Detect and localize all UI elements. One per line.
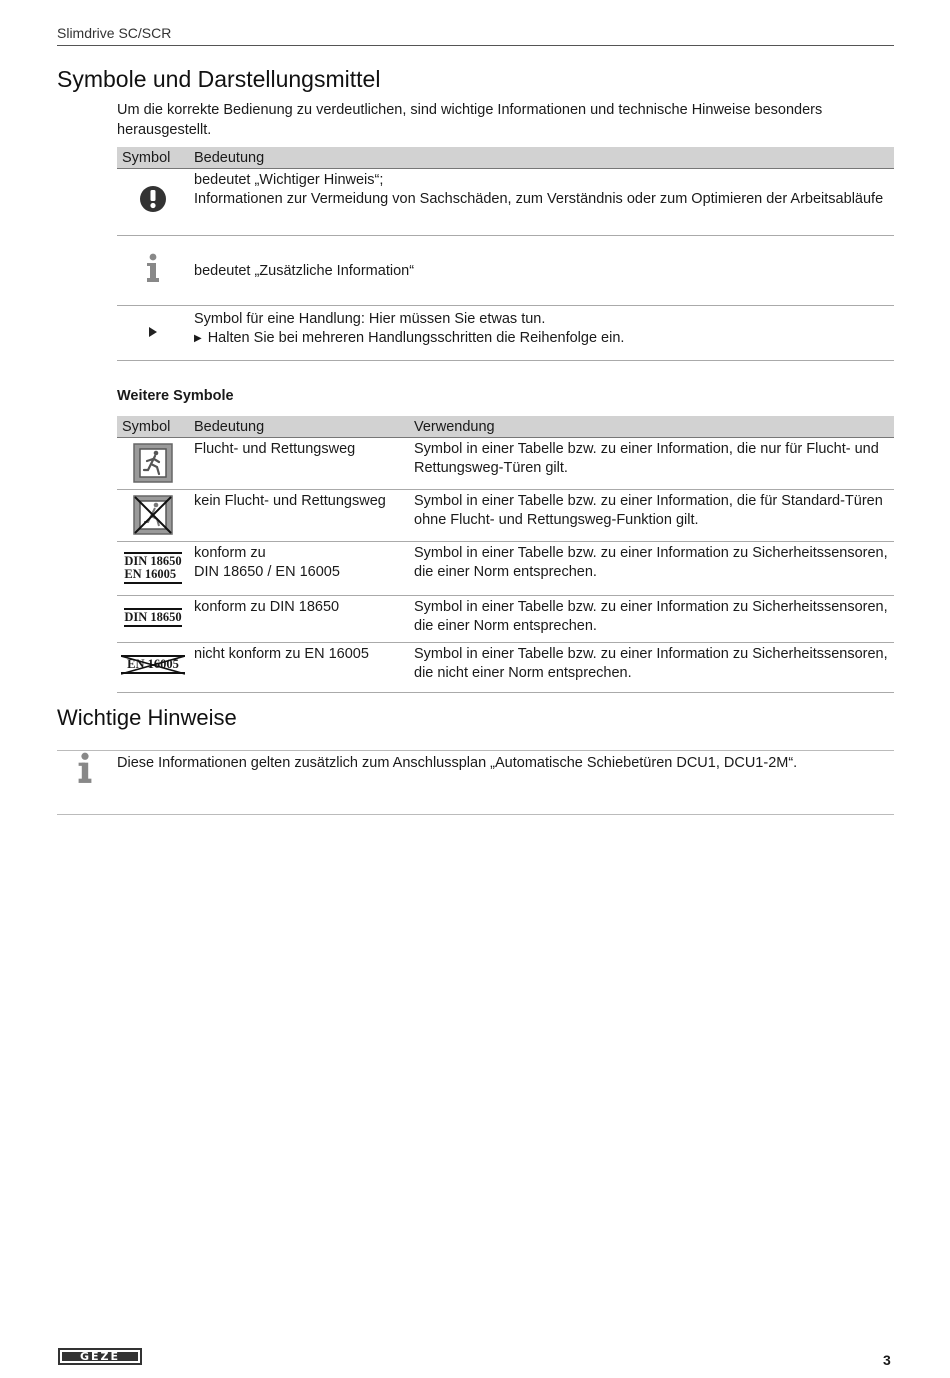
info-icon [145, 253, 161, 283]
meaning-cell [189, 306, 894, 361]
intro-paragraph: Um die korrekte Bedienung zu verdeutlichen, sind wichtige Informationen und technische Hinweise besonders herausgestellt. [117, 102, 823, 138]
din-icon [124, 608, 181, 627]
geze-logo [58, 1348, 142, 1365]
meaning-cell [189, 236, 894, 306]
symbol-cell [117, 438, 189, 490]
table-row [117, 643, 894, 693]
action-step: ▶ Halten Sie bei mehreren Handlungsschritten die Reihenfolge ein. [194, 329, 889, 349]
usage-cell: Symbol in einer Tabelle bzw. zu einer Information, die für Standard-Türen ohne Flucht- und Rettungsweg-Funktion gilt. [409, 490, 894, 542]
table-row [117, 306, 894, 361]
symbols-table [117, 147, 894, 361]
header-rule [57, 45, 894, 46]
meaning-cell: nicht konform zu EN 16005 [189, 643, 409, 693]
meaning-line: konform zu [194, 545, 266, 561]
table-row [117, 542, 894, 596]
logo-text: GEZE [62, 1352, 138, 1361]
column-header-meaning: Bedeutung [189, 416, 409, 438]
meaning-cell [189, 542, 409, 596]
table-row [117, 596, 894, 643]
usage-cell: Symbol in einer Tabelle bzw. zu einer Information, die nur für Flucht- und Rettungsweg-Türen gilt. [409, 438, 894, 490]
meaning-cell: konform zu DIN 18650 [189, 596, 409, 643]
action-triangle-icon [148, 327, 158, 337]
column-header-symbol: Symbol [117, 147, 189, 169]
meaning-line: bedeutet „Zusätzliche Information“ [194, 263, 415, 279]
usage-cell: Symbol in einer Tabelle bzw. zu einer Information zu Sicherheitssensoren, die nicht einer Norm entsprechen. [409, 643, 894, 693]
page-number: 3 [883, 1352, 891, 1368]
table-row [117, 236, 894, 306]
column-header-symbol: Symbol [117, 416, 189, 438]
symbol-cell [117, 236, 189, 306]
no-escape-route-icon [133, 495, 173, 535]
table-row [117, 438, 894, 490]
meaning-cell: Flucht- und Rettungsweg [189, 438, 409, 490]
din-en-icon [124, 552, 181, 584]
symbol-cell [117, 542, 189, 596]
important-note-text: Diese Informationen gelten zusätzlich zum Anschlussplan „Automatische Schiebetüren DCU1, DCU1-2M“. [117, 755, 798, 771]
table-row [117, 490, 894, 542]
subsection-title-more-symbols: Weitere Symbole [117, 388, 234, 404]
norm-label: EN 16005 [121, 655, 185, 674]
meaning-line: Informationen zur Vermeidung von Sachschäden, zum Verständnis oder zum Optimieren der Arbeitsabläufe [194, 191, 884, 207]
norm-label: DIN 18650 [124, 554, 182, 568]
table-row [117, 169, 894, 236]
note-divider [57, 814, 894, 815]
running-header: Slimdrive SC/SCR [57, 25, 172, 41]
symbol-cell [117, 596, 189, 643]
norm-label: DIN 18650 [124, 608, 181, 627]
not-en-icon [121, 655, 185, 674]
section-title-symbols: Symbole und Darstellungsmittel [57, 66, 381, 92]
exclamation-icon [139, 185, 167, 213]
meaning-line: Symbol für eine Handlung: Hier müssen Sie etwas tun. [194, 311, 546, 327]
more-symbols-table [117, 416, 894, 693]
note-info-icon-wrap [76, 752, 94, 789]
escape-route-icon [133, 443, 173, 483]
symbol-cell [117, 306, 189, 361]
symbol-cell [117, 169, 189, 236]
note-divider [57, 750, 894, 751]
strike-cross-icon [121, 655, 185, 675]
meaning-cell [189, 169, 894, 236]
section-title-important-notes: Wichtige Hinweise [57, 705, 237, 730]
column-header-usage: Verwendung [409, 416, 894, 438]
meaning-cell: kein Flucht- und Rettungsweg [189, 490, 409, 542]
info-icon [76, 752, 94, 784]
meaning-line: DIN 18650 / EN 16005 [194, 564, 340, 580]
symbol-cell [117, 490, 189, 542]
usage-cell: Symbol in einer Tabelle bzw. zu einer Information zu Sicherheitssensoren, die einer Norm entsprechen. [409, 542, 894, 596]
usage-cell: Symbol in einer Tabelle bzw. zu einer Information zu Sicherheitssensoren, die einer Norm entsprechen. [409, 596, 894, 643]
symbol-cell [117, 643, 189, 693]
norm-label: EN 16005 [124, 568, 181, 584]
column-header-meaning: Bedeutung [189, 147, 894, 169]
meaning-line: bedeutet „Wichtiger Hinweis“; [194, 172, 384, 188]
